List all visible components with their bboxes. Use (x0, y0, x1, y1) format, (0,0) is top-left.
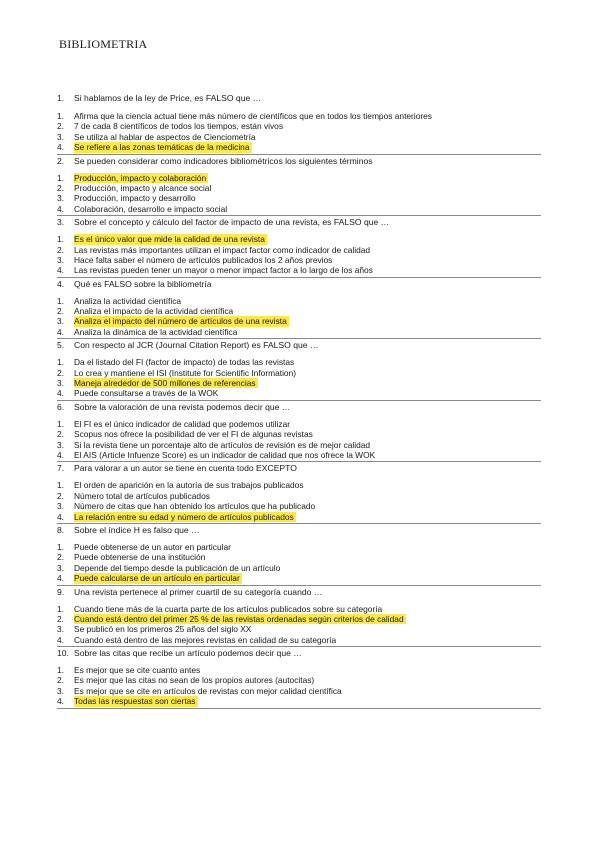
answer-options (57, 665, 541, 708)
option-text: Puede obtenerse de un autor en particular (74, 541, 231, 552)
answer-option (57, 512, 541, 522)
question-number: 2. (57, 155, 65, 166)
answer-option (57, 296, 541, 306)
option-text: Se utiliza al hablar de aspectos de Cienciometría (74, 131, 256, 142)
question-text: Si hablamos de la ley de Price, es FALSO que … (74, 93, 262, 103)
answer-options (57, 296, 541, 339)
answer-option (57, 686, 541, 696)
option-text: Es mejor que se cite en artículos de revistas con mejor calidad científica (74, 685, 342, 696)
question-block (57, 216, 541, 278)
option-text: Producción, impacto y desarrollo (74, 193, 196, 204)
question-block (57, 155, 541, 217)
question-header (57, 586, 541, 598)
answer-option (57, 696, 541, 706)
option-text: Analiza la actividad científica (74, 295, 182, 306)
question-block (57, 524, 541, 586)
question-header (57, 647, 541, 659)
option-text: Se publicó en los primeros 25 años del siglo XX (74, 624, 252, 635)
question-number: 7. (57, 463, 65, 474)
question-text: Para valorar a un autor se tiene en cuenta todo EXCEPTO (74, 463, 297, 474)
option-number: 3. (57, 316, 64, 327)
answer-option (57, 142, 541, 152)
answer-option (57, 234, 541, 244)
question-list (57, 92, 541, 709)
answer-option (57, 121, 541, 131)
option-number: 2. (57, 675, 64, 686)
option-text: Depende del tiempo desde la publicación de un artículo (74, 562, 281, 573)
question-block (57, 401, 541, 463)
question-text: Sobre el concepto y cálculo del factor de impacto de una revista, es FALSO que … (74, 217, 390, 228)
option-text: Número total de artículos publicados (74, 490, 210, 501)
question-block (57, 462, 541, 524)
answer-option (57, 111, 541, 121)
option-text: Lo crea y mantiene el ISI (Institute for Scientific Information) (74, 367, 297, 378)
answer-option (57, 501, 541, 511)
option-text: Da el listado del FI (factor de impacto) de todas las revistas (74, 357, 295, 368)
option-number: 3. (57, 624, 64, 635)
option-number: 4. (57, 203, 64, 214)
option-text: Cuando tiene más de la cuarta parte de los artículos publicados sobre su categoría (74, 603, 383, 614)
answer-option (57, 357, 541, 367)
answer-options (57, 604, 541, 647)
answer-option (57, 573, 541, 583)
option-text: Afirma que la ciencia actual tiene más número de científicos que en todos los tiempos anteriores (74, 111, 432, 121)
answer-option (57, 173, 541, 183)
highlighted-answer-text: Se refiere a las zonas temáticas de la medicina (74, 142, 250, 153)
question-header (57, 401, 541, 413)
answer-option (57, 306, 541, 316)
option-text: Producción, impacto y alcance social (74, 182, 212, 193)
question-block (57, 92, 541, 155)
answer-option (57, 245, 541, 255)
question-number: 10. (57, 648, 69, 659)
question-text: Qué es FALSO sobre la bibliometría (74, 278, 212, 289)
question-header (57, 278, 541, 290)
answer-option (57, 419, 541, 429)
highlighted-answer-text: Maneja alrededor de 500 millones de referencias (74, 378, 256, 389)
answer-option (57, 542, 541, 552)
option-number: 3. (57, 439, 64, 450)
answer-option (57, 378, 541, 388)
option-number: 4. (57, 573, 64, 584)
question-number: 3. (57, 217, 65, 228)
option-text: Si la revista tiene un porcentaje alto de artículos de revisión es de mejor calidad (74, 439, 371, 450)
answer-option (57, 635, 541, 645)
option-number: 3. (57, 378, 64, 389)
option-number: 1. (57, 480, 64, 491)
option-text: Puede consultarse a través de la WOK (74, 388, 219, 399)
option-number: 1. (57, 665, 64, 676)
option-number: 4. (57, 265, 64, 276)
answer-option (57, 480, 541, 490)
question-header (57, 92, 541, 105)
option-number: 1. (57, 541, 64, 552)
answer-option (57, 368, 541, 378)
document-title: BIBLIOMETRIA (59, 37, 148, 51)
option-number: 4. (57, 634, 64, 645)
answer-options (57, 173, 541, 216)
option-text: Analiza el impacto de la actividad científica (74, 306, 234, 317)
answer-options (57, 357, 541, 400)
highlighted-answer-text: Puede calcularse de un artículo en particular (74, 573, 240, 584)
question-number: 4. (57, 278, 65, 289)
option-number: 2. (57, 182, 64, 193)
answer-option (57, 614, 541, 624)
option-text: Scopus nos ofrece la posibilidad de ver el FI de algunas revistas (74, 429, 313, 440)
option-text: Número de citas que han obtenido los artículos que ha publicado (74, 501, 316, 512)
option-number: 1. (57, 603, 64, 614)
option-text: Las revistas pueden tener un mayor o menor impact factor a lo largo de los años (74, 265, 373, 276)
answer-option (57, 255, 541, 265)
answer-option (57, 204, 541, 214)
question-text: Sobre el índice H es falso que … (74, 524, 200, 535)
question-text: Se pueden considerar como indicadores bibliométricos los siguientes términos (74, 155, 373, 166)
option-text: 7 de cada 8 científicos de todos los tiempos, están vivos (74, 121, 284, 132)
option-text: Analiza la dinámica de la actividad científica (74, 326, 238, 337)
answer-option (57, 604, 541, 614)
option-number: 2. (57, 552, 64, 563)
option-number: 2. (57, 613, 64, 624)
option-number: 1. (57, 418, 64, 429)
option-text: Cuando está dentro de las mejores revistas en calidad de su categoría (74, 634, 337, 645)
question-header (57, 216, 541, 228)
option-number: 3. (57, 254, 64, 265)
question-number: 9. (57, 586, 65, 597)
option-number: 2. (57, 306, 64, 317)
option-number: 2. (57, 121, 64, 132)
question-block (57, 586, 541, 648)
option-text: El AIS (Article Infuenze Score) es un indicador de calidad que nos ofrece la WOK (74, 449, 376, 460)
question-number: 8. (57, 524, 65, 535)
option-number: 3. (57, 562, 64, 573)
answer-option (57, 675, 541, 685)
highlighted-answer-text: Todas las respuestas son ciertas (74, 696, 196, 707)
option-number: 2. (57, 490, 64, 501)
answer-options (57, 234, 541, 277)
option-number: 1. (57, 111, 64, 121)
answer-option (57, 552, 541, 562)
answer-option (57, 624, 541, 634)
option-text: Hace falta saber el número de artículos publicados los 2 años previos (74, 254, 333, 265)
answer-option (57, 429, 541, 439)
answer-option (57, 265, 541, 275)
question-text: Una revista pertenece al primer cuartil de su categoría cuando … (74, 586, 323, 597)
question-header (57, 462, 541, 474)
option-number: 1. (57, 295, 64, 306)
answer-options (57, 111, 541, 154)
answer-option (57, 440, 541, 450)
question-number: 6. (57, 401, 65, 412)
question-header (57, 524, 541, 536)
option-number: 4. (57, 142, 64, 153)
answer-options (57, 480, 541, 523)
option-text: El FI es el único indicador de calidad que podemos utilizar (74, 418, 291, 429)
option-number: 4. (57, 449, 64, 460)
highlighted-answer-text: Cuando está dentro del primer 25 % de las revistas ordenadas según criterios de calidad (74, 613, 404, 624)
option-text: Es mejor que las citas no sean de los propios autores (autocitas) (74, 675, 315, 686)
answer-options (57, 542, 541, 585)
option-number: 4. (57, 326, 64, 337)
option-number: 3. (57, 501, 64, 512)
question-text: Sobre las citas que recibe un artículo podemos decir que … (74, 648, 302, 659)
question-block (57, 278, 541, 340)
option-number: 4. (57, 511, 64, 522)
answer-option (57, 193, 541, 203)
option-number: 4. (57, 696, 64, 707)
option-text: Puede obtenerse de una institución (74, 552, 206, 563)
question-header (57, 155, 541, 167)
highlighted-answer-text: Es el único valor que mide la calidad de una revista (74, 234, 265, 245)
option-number: 3. (57, 685, 64, 696)
option-number: 1. (57, 357, 64, 368)
question-number: 1. (57, 93, 65, 103)
highlighted-answer-text: Producción, impacto y colaboración (74, 172, 207, 183)
question-text: Sobre la valoración de una revista podemos decir que … (74, 401, 291, 412)
highlighted-answer-text: La relación entre su edad y número de artículos publicados (74, 511, 294, 522)
option-number: 2. (57, 429, 64, 440)
option-text: Colaboración, desarrollo e impacto social (74, 203, 228, 214)
question-header (57, 339, 541, 351)
option-number: 4. (57, 388, 64, 399)
option-text: Es mejor que se cite cuanto antes (74, 665, 201, 676)
answer-option (57, 316, 541, 326)
answer-option (57, 563, 541, 573)
answer-option (57, 665, 541, 675)
answer-option (57, 132, 541, 142)
option-text: El orden de aparición en la autoría de sus trabajos publicados (74, 480, 304, 491)
highlighted-answer-text: Analiza el impacto del número de artículos de una revista (74, 316, 287, 327)
answer-options (57, 419, 541, 462)
question-block (57, 339, 541, 401)
question-block (57, 647, 541, 709)
option-number: 1. (57, 234, 64, 245)
answer-option (57, 327, 541, 337)
answer-option (57, 183, 541, 193)
answer-option (57, 388, 541, 398)
question-number: 5. (57, 340, 65, 351)
answer-option (57, 450, 541, 460)
option-number: 3. (57, 131, 64, 142)
option-number: 2. (57, 367, 64, 378)
option-number: 3. (57, 193, 64, 204)
option-number: 2. (57, 244, 64, 255)
option-number: 1. (57, 172, 64, 183)
answer-option (57, 491, 541, 501)
option-text: Las revistas más importantes utilizan el impact factor como indicador de calidad (74, 244, 371, 255)
question-text: Con respecto al JCR (Journal Citation Report) es FALSO que … (74, 340, 319, 351)
